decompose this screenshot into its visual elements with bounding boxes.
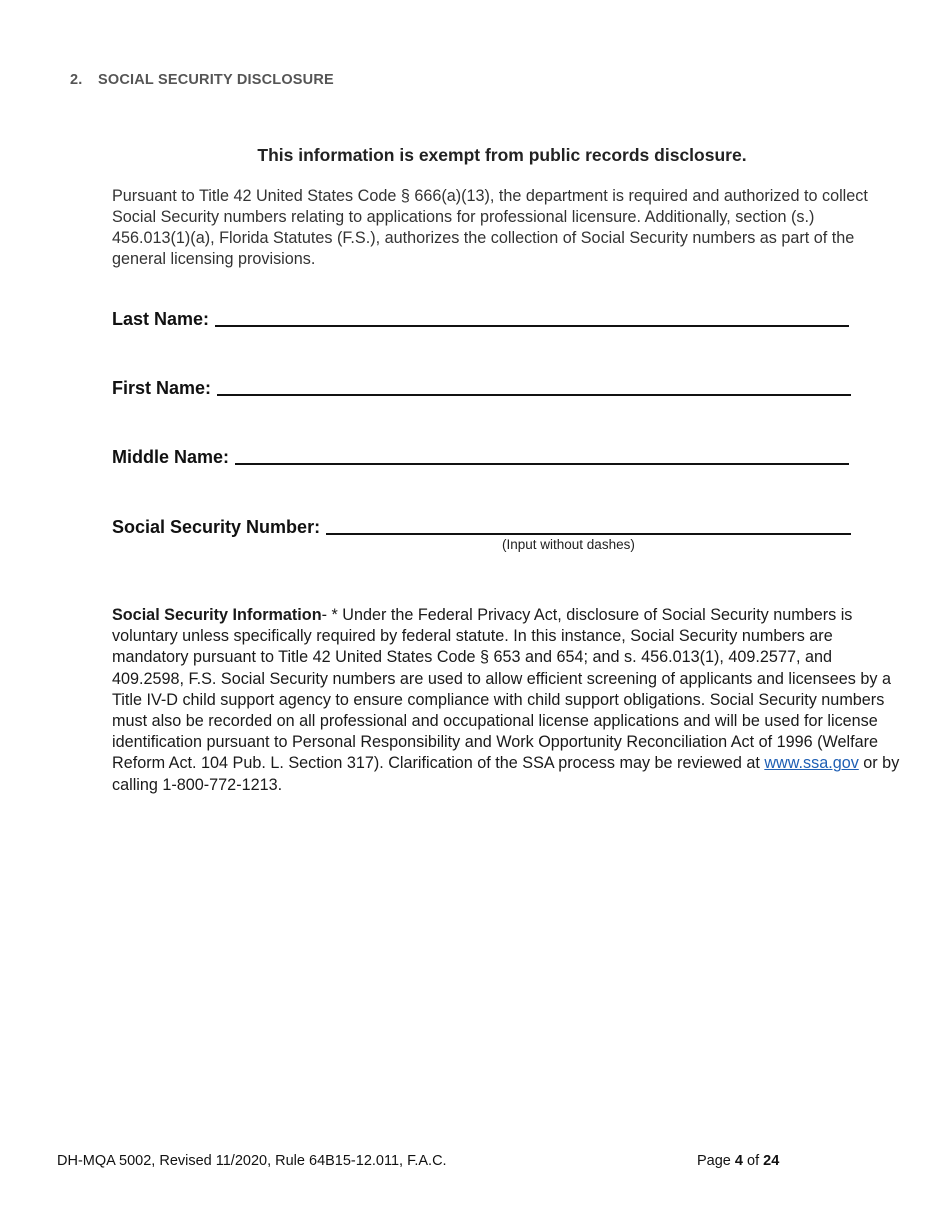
section-number: 2. — [70, 72, 83, 88]
page-current: 4 — [734, 1153, 743, 1169]
footer-form-id: DH-MQA 5002, Revised 11/2020, Rule 64B15-12.011, F.A.C. — [57, 1153, 447, 1169]
footer-page-number — [697, 1153, 779, 1169]
ssn-field — [112, 513, 851, 538]
middle-name-input-line[interactable] — [235, 443, 849, 465]
page-prefix: Page — [697, 1153, 735, 1169]
first-name-field — [112, 374, 851, 399]
middle-name-field — [112, 443, 849, 468]
page-total: 24 — [763, 1153, 780, 1169]
ssn-hint: (Input without dashes) — [502, 537, 635, 552]
last-name-input-line[interactable] — [215, 305, 849, 327]
section-heading — [70, 72, 334, 88]
ssn-info-lead: Social Security Information — [112, 606, 322, 624]
ssn-info-body-end: or by calling 1-800-772-1213. — [112, 754, 900, 794]
ssa-link[interactable]: www.ssa.gov — [764, 754, 859, 773]
first-name-input-line[interactable] — [217, 374, 851, 396]
ssn-info-body: - * Under the Federal Privacy Act, disclosure of Social Security numbers is voluntary unless specifically required by federal statute. In this instance, Social Security numbers are mandatory pursuant to Title 42 United States Code § 653 and 654; and s. 456.013(1), 409.2577, and 409.2598, F.S. Social Security numbers are used to allow efficient screening of applicants and licensees by a Title IV-D child support agency to ensure compliance with child support obligations. Social Security numbers must also be recorded on all professional and occupational license applications and will be used for license identification pursuant to Personal Responsibility and Work Opportunity Reconciliation Act of 1996 (Welfare Reform Act. 104 Pub. L. Section 317). Clarification of the SSA process may be reviewed at — [112, 606, 891, 773]
middle-name-label: Middle Name: — [112, 447, 230, 467]
ssn-info-paragraph — [112, 605, 907, 796]
exempt-notice: This information is exempt from public records disclosure. — [257, 145, 747, 165]
page-of: of — [742, 1153, 764, 1169]
last-name-label: Last Name: — [112, 309, 210, 329]
last-name-field — [112, 305, 849, 330]
section-title: SOCIAL SECURITY DISCLOSURE — [98, 72, 334, 88]
intro-paragraph: Pursuant to Title 42 United States Code § 666(a)(13), the department is required and authorized to collect Social Security numbers relating to applications for professional licensure. Additionally, section (s.) 456.013(1)(a), Florida Statutes (F.S.), authorizes the collection of Social Security numbers as part of the general licensing provisions. — [112, 187, 868, 268]
ssn-input-line[interactable] — [326, 513, 851, 535]
ssn-label: Social Security Number: — [112, 517, 321, 537]
first-name-label: First Name: — [112, 378, 212, 398]
